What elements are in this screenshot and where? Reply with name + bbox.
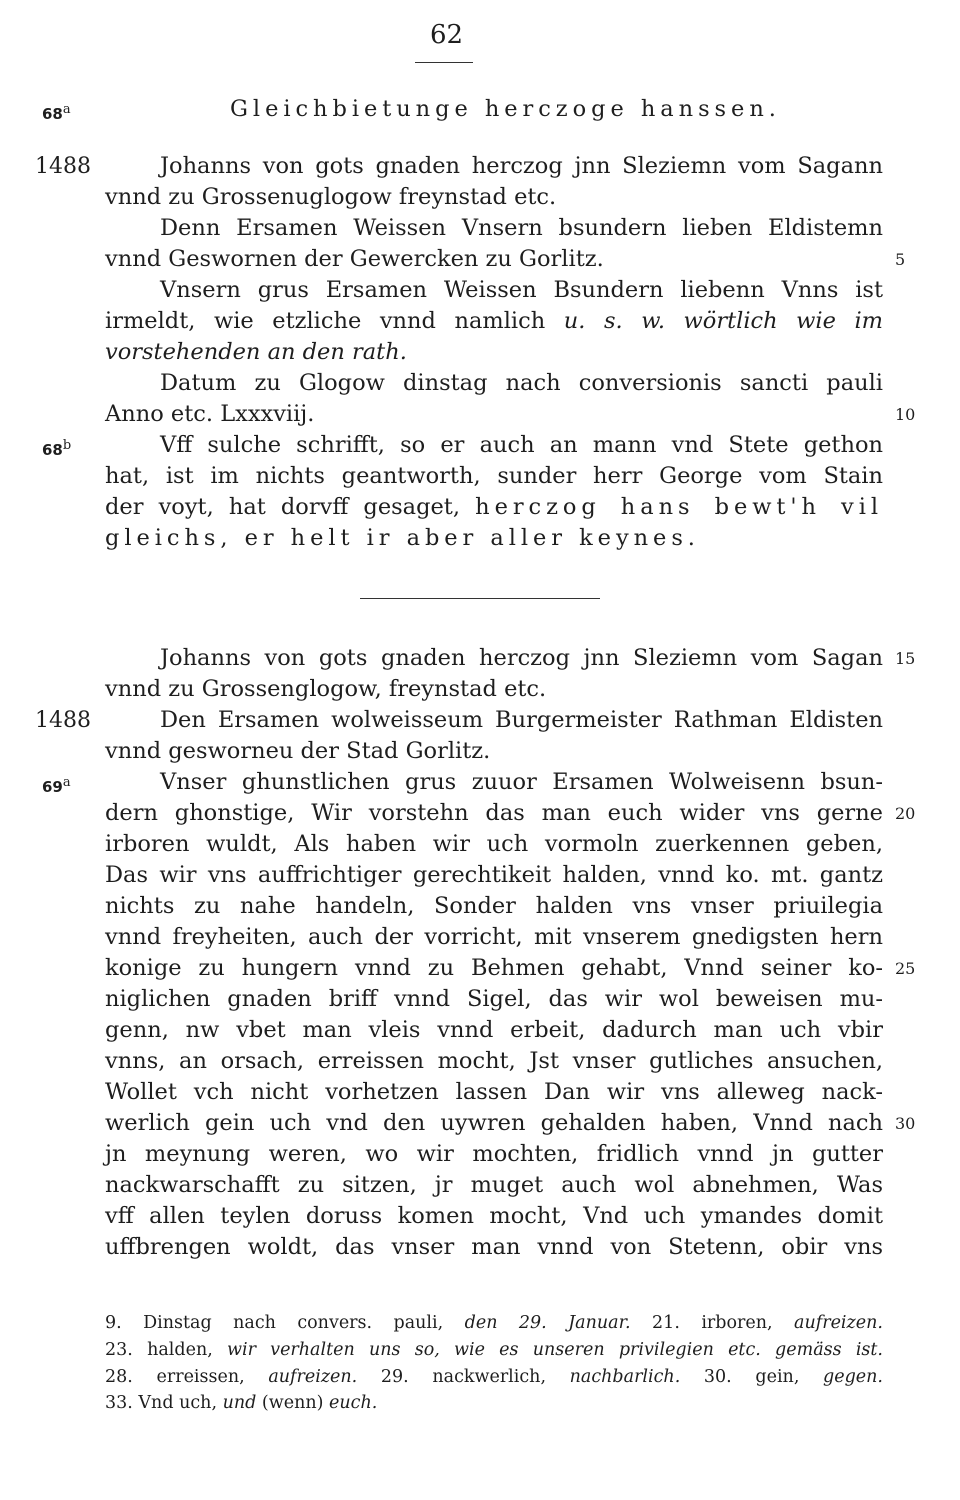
- text-line: vnnd freyheiten, auch der vorricht, mit vnserem gnedigsten hern: [105, 924, 883, 950]
- line-number: 20: [895, 804, 916, 823]
- text-line: Das wir vns auffrichtiger gerechtikeit halden, vnnd ko. mt. gantz: [105, 862, 883, 888]
- page-number-rule: [415, 62, 473, 63]
- page-number: 62: [430, 20, 464, 50]
- spaced-quote: herczog hans bewt'h vil: [475, 494, 884, 520]
- text-line: irboren wuldt, Als haben wir uch vormoln zuerkennen geben,: [105, 831, 883, 857]
- text-line: [105, 492, 883, 523]
- section-separator: [360, 598, 600, 599]
- footnote: 28. erreissen, aufreizen. 29. nackwerlich, nachbarlich. 30. gein, gegen.: [105, 1367, 883, 1387]
- text-span: irmeldt, wie etzliche vnnd namlich: [105, 308, 546, 334]
- text-line: vnnd Geswornen der Gewercken zu Gorlitz.: [105, 246, 604, 272]
- editorial-note: vorstehenden an den rath.: [105, 339, 407, 365]
- editorial-note: u. s. w. wörtlich wie im: [563, 308, 884, 334]
- text-line: Datum zu Glogow dinstag nach conversionis sancti pauli: [160, 370, 883, 396]
- text-line: [105, 337, 883, 368]
- text-line: uffbrengen woldt, das vnser man vnnd von Stetenn, obir vns: [105, 1234, 883, 1260]
- margin-marker-69a: 69$^a$: [42, 775, 71, 796]
- margin-marker-68a: 68$^a$: [42, 102, 71, 123]
- text-line: konige zu hungern vnnd zu Behmen gehabt, Vnnd seiner ko-: [105, 955, 883, 981]
- text-line: genn, nw vbet man vleis vnnd erbeit, dadurch man uch vbir: [105, 1017, 883, 1043]
- text-line: vnnd zu Grossenglogow, freynstad etc.: [105, 676, 547, 702]
- text-line: werlich gein uch vnd den uywren gehalden haben, Vnnd nach: [105, 1110, 883, 1136]
- text-span: der voyt, hat dorvff gesaget,: [105, 494, 461, 520]
- text-line: Anno etc. Lxxxviij.: [105, 401, 315, 427]
- margin-year-1488: 1488: [35, 154, 91, 179]
- text-line: nichts zu nahe handeln, Sonder halden vns vnser priuilegia: [105, 893, 883, 919]
- text-line: Vff sulche schrifft, so er auch an mann vnd Stete gethon: [160, 432, 883, 458]
- text-line: [105, 306, 883, 337]
- margin-year-1488: 1488: [35, 708, 91, 733]
- text-line: Vnser ghunstlichen grus zuuor Ersamen Wolweisenn bsun-: [160, 769, 883, 795]
- text-line: dern ghonstige, Wir vorstehn das man euch wider vns gerne: [105, 800, 883, 826]
- text-line: vnnd zu Grossenuglogow freynstad etc.: [105, 184, 557, 210]
- text-line: Denn Ersamen Weissen Vnsern bsundern lieben Eldistemn: [160, 215, 883, 241]
- text-line: gleichs, er helt ir aber aller keynes.: [105, 525, 700, 551]
- text-line: vff allen teylen doruss komen mocht, Vnd uch ymandes domit: [105, 1203, 883, 1229]
- text-line: Vnsern grus Ersamen Weissen Bsundern liebenn Vnns ist: [160, 277, 883, 303]
- line-number: 10: [895, 405, 916, 424]
- section-heading: Gleichbietunge herczoge hanssen.: [230, 96, 781, 122]
- text-line: hat, ist im nichts geantworth, sunder herr George vom Stain: [105, 463, 883, 489]
- text-line: niglichen gnaden briff vnnd Sigel, das wir wol beweisen mu-: [105, 986, 883, 1012]
- text-line: jn meynung weren, wo wir mochten, fridlich vnnd jn gutter: [105, 1141, 883, 1167]
- line-number: 5: [895, 250, 906, 269]
- margin-marker-68b: 68$^b$: [42, 438, 72, 459]
- text-line: Johanns von gots gnaden herczog jnn Sleziemn vom Sagann: [160, 153, 883, 179]
- text-line: vnns, an orsach, erreissen mocht, Jst vnser gutliches ansuchen,: [105, 1048, 883, 1074]
- line-number: 15: [895, 649, 916, 668]
- text-line: Johanns von gots gnaden herczog jnn Sleziemn vom Sagan: [160, 645, 883, 671]
- line-number: 25: [895, 959, 916, 978]
- line-number: 30: [895, 1114, 916, 1133]
- footnote: 23. halden, wir verhalten uns so, wie es unseren privilegien etc. gemäss ist.: [105, 1340, 883, 1360]
- footnote: 9. Dinstag nach convers. pauli, den 29. Januar. 21. irboren, aufreizen.: [105, 1313, 883, 1333]
- text-line: vnnd gesworneu der Stad Gorlitz.: [105, 738, 491, 764]
- text-line: Den Ersamen wolweisseum Burgermeister Rathman Eldisten: [160, 707, 883, 733]
- footnote: 33. Vnd uch, und (wenn) euch.: [105, 1393, 378, 1413]
- text-line: Wollet vch nicht vorhetzen lassen Dan wir vns alleweg nack-: [105, 1079, 883, 1105]
- text-line: nackwarschafft zu sitzen, jr muget auch wol abnehmen, Was: [105, 1172, 883, 1198]
